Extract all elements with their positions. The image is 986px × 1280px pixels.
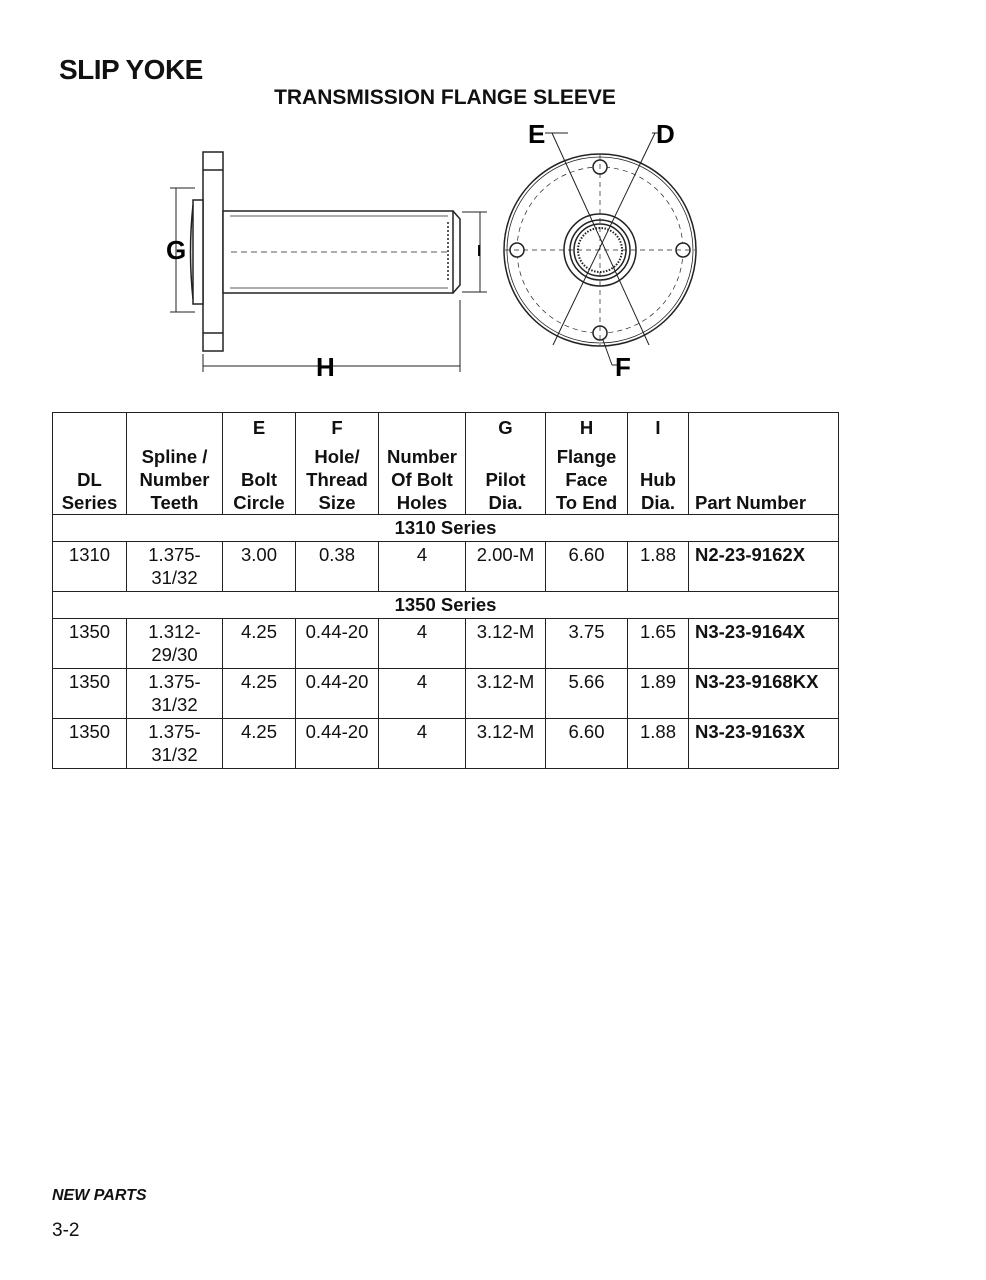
table-cell: 5.66 [546, 669, 628, 719]
table-cell: 1.88 [628, 542, 689, 592]
column-header-label: Spline / [141, 446, 208, 467]
column-header-label: Hole/ [314, 446, 360, 467]
table-row [53, 619, 839, 669]
column-header-label: Number [387, 446, 457, 467]
column-header-label: Dia. [641, 492, 675, 513]
table-cell: 0.38 [296, 542, 379, 592]
column-header-label: To End [555, 492, 618, 513]
table-cell: 1350 [53, 719, 127, 769]
table-row [53, 719, 839, 769]
table-header-row [53, 413, 839, 515]
table-row [53, 669, 839, 719]
column-dimension-letter: G [498, 417, 513, 438]
flange-sleeve-diagram [0, 0, 986, 400]
table-cell: 0.44-20 [296, 619, 379, 669]
table-cell: 0.44-20 [296, 669, 379, 719]
table-body [53, 515, 839, 769]
column-header-label: Face [565, 469, 608, 490]
page-number: 3-2 [52, 1220, 80, 1241]
column-header [223, 413, 296, 515]
table-cell: 4 [379, 719, 466, 769]
column-header-label: Bolt [241, 469, 277, 490]
table-cell: 1.65 [628, 619, 689, 669]
part-number-cell: N3-23-9164X [689, 619, 839, 669]
series-group-row [53, 592, 839, 619]
table-cell: 4.25 [223, 669, 296, 719]
side-view-drawing [170, 152, 487, 372]
table-cell: 1.89 [628, 669, 689, 719]
column-header-label: Holes [396, 492, 448, 513]
spec-table [52, 412, 839, 769]
table-cell: 3.12-M [466, 669, 546, 719]
column-header-label: Pilot [485, 469, 526, 490]
column-header [466, 413, 546, 515]
table-cell: 0.44-20 [296, 719, 379, 769]
column-header-label: Hub [640, 469, 676, 490]
column-header-label: Teeth [150, 492, 199, 513]
column-dimension-letter: E [252, 417, 266, 438]
column-header-label: Series [61, 492, 118, 513]
table-cell: 1.375- 31/32 [127, 542, 223, 592]
column-header [379, 413, 466, 515]
column-header-label: Circle [233, 492, 285, 513]
column-header-label: Part Number [695, 492, 807, 513]
column-header [689, 413, 839, 515]
series-group-row [53, 515, 839, 542]
table-cell: 2.00-M [466, 542, 546, 592]
page-subtitle: TRANSMISSION FLANGE SLEEVE [274, 86, 616, 109]
column-header-label: Dia. [488, 492, 523, 513]
table-cell: 4.25 [223, 719, 296, 769]
dim-label-e: E [528, 119, 546, 149]
column-header [296, 413, 379, 515]
table-cell: 6.60 [546, 542, 628, 592]
column-header-label: Flange [556, 446, 617, 467]
table-cell: 3.00 [223, 542, 296, 592]
table-cell: 4 [379, 542, 466, 592]
table-cell: 3.12-M [466, 619, 546, 669]
footer-label: NEW PARTS [52, 1187, 147, 1204]
column-header-label: Of Bolt [391, 469, 453, 490]
series-group-label: 1350 Series [53, 592, 839, 619]
table-cell: 1.312- 29/30 [127, 619, 223, 669]
dim-label-i: I [477, 243, 482, 260]
table-cell: 1.375- 31/32 [127, 719, 223, 769]
column-header [546, 413, 628, 515]
column-header-label: Size [318, 492, 356, 513]
table-cell: 1350 [53, 619, 127, 669]
table-cell: 1350 [53, 669, 127, 719]
table-cell: 1310 [53, 542, 127, 592]
column-dimension-letter: F [331, 417, 343, 438]
dim-label-h: H [316, 352, 335, 382]
table-cell: 4 [379, 619, 466, 669]
table-cell: 4.25 [223, 619, 296, 669]
dim-label-g: G [166, 235, 187, 265]
dim-label-f: F [615, 352, 631, 382]
column-header [127, 413, 223, 515]
part-number-cell: N3-23-9163X [689, 719, 839, 769]
end-view-drawing [504, 133, 696, 365]
column-header [628, 413, 689, 515]
column-header-label: Number [139, 469, 210, 490]
page-title: SLIP YOKE [59, 54, 203, 85]
table-cell: 1.375- 31/32 [127, 669, 223, 719]
column-header-label: DL [77, 469, 102, 490]
table-cell: 1.88 [628, 719, 689, 769]
dim-label-d: D [656, 119, 675, 149]
table-row [53, 542, 839, 592]
part-number-cell: N2-23-9162X [689, 542, 839, 592]
table-cell: 6.60 [546, 719, 628, 769]
column-dimension-letter: H [579, 417, 594, 438]
table-cell: 3.12-M [466, 719, 546, 769]
table-cell: 4 [379, 669, 466, 719]
column-dimension-letter: I [655, 417, 661, 438]
column-header-label: Thread [306, 469, 368, 490]
column-header [53, 413, 127, 515]
part-number-cell: N3-23-9168KX [689, 669, 839, 719]
table-cell: 3.75 [546, 619, 628, 669]
series-group-label: 1310 Series [53, 515, 839, 542]
